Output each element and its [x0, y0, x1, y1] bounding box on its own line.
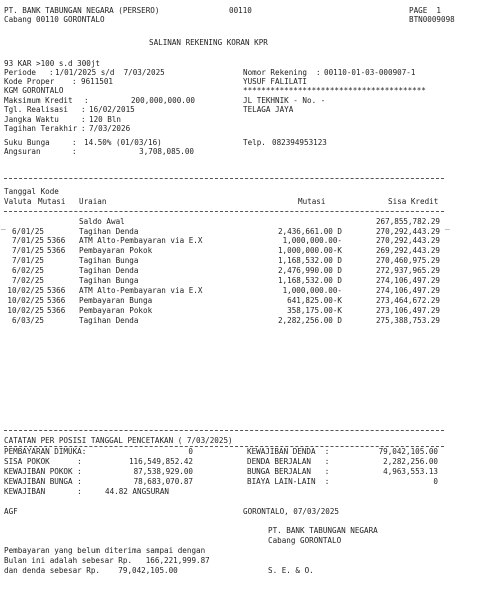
sisa-pokok-value: 116,549,852.42 [128, 457, 193, 466]
footer-bank-name: PT. BANK TABUNGAN NEGARA [268, 526, 378, 535]
bank-name: PT. BANK TABUNGAN NEGARA (PERSERO) [4, 6, 160, 15]
row-balance: 274,106,497.29 [375, 286, 440, 295]
kode-proper-colon: : [72, 77, 77, 86]
suku-bunga-colon: : [72, 138, 77, 147]
row-code: 5366 [47, 236, 66, 245]
row-balance: 274,106,497.29 [375, 276, 440, 285]
row-amount: 2,436,661.00 D [277, 227, 342, 236]
product-name: 93 KAR >100 s.d 300jt [4, 59, 101, 68]
row-balance: 270,460,975.29 [375, 256, 440, 265]
table-head-mutasi: Mutasi [298, 197, 326, 206]
row-amount: 2,282,256.00 D [277, 316, 342, 325]
row-amount: 1,168,532.00 D [277, 256, 342, 265]
maks-kredit-value: 200,000,000.00 [130, 96, 195, 105]
rekening-label: Nomor Rekening [243, 68, 308, 77]
angsuran-label: Angsuran [4, 147, 41, 156]
asterisk-line: **************************************** [243, 86, 426, 95]
row-date: 7/01/25 [11, 236, 44, 245]
branch-name: Cabang 00110 GORONTALO [4, 15, 105, 24]
row-code: 5366 [47, 246, 66, 255]
jangka-value: 120 Bln [89, 115, 122, 124]
row-description: Tagihan Bunga [79, 276, 139, 285]
page-title: SALINAN REKENING KORAN KPR [149, 38, 268, 47]
row-amount: 358,175.00-K [287, 306, 342, 315]
row-date: 7/01/25 [11, 256, 44, 265]
row-date: 10/02/25 [7, 306, 44, 315]
tagihan-terakhir-value: 7/03/2026 [89, 124, 131, 133]
row-amount: 1,168,532.00 D [277, 276, 342, 285]
kewajiban-bunga-value: 78,683,070.87 [133, 477, 193, 486]
row-description: ATM Alto-Pembayaran via E.X [79, 236, 203, 245]
row-date: 7/02/25 [11, 276, 44, 285]
row-amount: 1,000,000.00- [282, 236, 342, 245]
row-balance: 269,292,443.29 [375, 246, 440, 255]
kewajiban-value: 44.82 ANGSURAN [105, 487, 170, 496]
periode-value: 1/01/2025 s/d 7/03/2025 [55, 68, 165, 77]
bunga-berjalan-label: BUNGA BERJALAN : [247, 467, 330, 476]
row-balance: 275,388,753.29 [375, 316, 440, 325]
address-line-1: JL TEKHNIK - No. - [243, 96, 326, 105]
table-head-sisa-kredit: Sisa Kredit [388, 197, 439, 206]
row-code: 5366 [47, 286, 66, 295]
row-balance: 270,292,443.29 [375, 227, 440, 236]
angsuran-colon: : [72, 147, 77, 156]
margin-tick-left: _ [1, 221, 6, 230]
bunga-berjalan-value: 4,963,553.13 [383, 467, 438, 476]
tagihan-terakhir-label: Tagihan Terakhir [4, 124, 78, 133]
summary-title: CATATAN PER POSISI TANGGAL PENCETAKAN ( 7/03/2025) [4, 436, 233, 445]
row-code: 5366 [47, 306, 66, 315]
row-date: 10/02/25 [7, 296, 44, 305]
pembayaran-dimuka-label: PEMBAYARAN DIMUKA: [4, 447, 87, 456]
row-amount: 641,825.00-K [287, 296, 342, 305]
row-date: 7/01/25 [11, 246, 44, 255]
header-code: 00110 [229, 6, 252, 15]
row-description: Tagihan Denda [79, 316, 139, 325]
place-date: GORONTALO, 07/03/2025 [243, 507, 340, 516]
customer-name: YUSUF FALILATI [243, 77, 308, 86]
row-description: Tagihan Denda [79, 227, 139, 236]
maks-kredit-label: Maksimum Kredit [4, 96, 73, 105]
row-code: 5366 [47, 296, 66, 305]
realisasi-colon: : [81, 105, 86, 114]
row-description: Pembayaran Bunga [79, 296, 153, 305]
periode-colon: : [49, 68, 54, 77]
angsuran-value: 3,708,085.00 [139, 147, 194, 156]
summary-top-rule [4, 430, 444, 431]
jangka-label: Jangka Waktu [4, 115, 59, 124]
row-amount: 1,000,000.00-K [277, 246, 342, 255]
row-description: Pembayaran Pokok [79, 306, 153, 315]
outstanding-note-line-2: Bulan ini adalah sebesar Rp. 166,221,999.87 [4, 556, 210, 565]
kgm-name: KGM GORONTALO [4, 86, 64, 95]
row-description: ATM Alto-Pembayaran via E.X [79, 286, 203, 295]
kewajiban-denda-label: KEWAJIBAN DENDA : [247, 447, 330, 456]
row-date: 6/01/25 [11, 227, 44, 236]
denda-berjalan-value: 2,282,256.00 [383, 457, 438, 466]
row-description: Tagihan Bunga [79, 256, 139, 265]
address-line-2: TELAGA JAYA [243, 105, 294, 114]
kewajiban-denda-value: 79,042,105.00 [378, 447, 438, 456]
outstanding-note-line-3: dan denda sebesar Rp. 79,042,105.00 [4, 566, 178, 575]
realisasi-value: 16/02/2015 [89, 105, 135, 114]
table-header-rule [4, 211, 444, 212]
kode-proper-value: 9611501 [81, 77, 114, 86]
suku-bunga-value: 14.50% (01/03/16) [84, 138, 162, 147]
biaya-lain-value: 0 [433, 477, 438, 486]
row-balance: 270,292,443.29 [375, 236, 440, 245]
table-top-rule [4, 178, 444, 179]
row-amount: 1,000,000.00- [282, 286, 342, 295]
page-number: PAGE 1 [409, 6, 442, 15]
row-description: Tagihan Denda [79, 266, 139, 275]
row-date: 10/02/25 [7, 286, 44, 295]
rekening-value: 00110-01-03-000907-1 [324, 68, 416, 77]
footer-branch-name: Cabang GORONTALO [268, 536, 342, 545]
row-amount: 2,476,990.00 D [277, 266, 342, 275]
sisa-pokok-label: SISA POKOK : [4, 457, 82, 466]
row-date: 6/02/25 [11, 266, 44, 275]
kewajiban-pokok-label: KEWAJIBAN POKOK : [4, 467, 82, 476]
row-description: Saldo Awal [79, 217, 125, 226]
jangka-colon: : [81, 115, 86, 124]
agf-label: AGF [4, 507, 18, 516]
periode-label: Periode [4, 68, 37, 77]
kewajiban-bunga-label: KEWAJIBAN BUNGA : [4, 477, 82, 486]
table-head-mutasi-kode: Mutasi [38, 197, 66, 206]
tagihan-terakhir-colon: : [81, 124, 86, 133]
biaya-lain-label: BIAYA LAIN-LAIN : [247, 477, 330, 486]
row-balance: 273,464,672.29 [375, 296, 440, 305]
table-head-uraian: Uraian [79, 197, 107, 206]
row-description: Pembayaran Pokok [79, 246, 153, 255]
document-number: BTN0009098 [409, 15, 455, 24]
telp-value: 082394953123 [272, 138, 327, 147]
rekening-colon: : [316, 68, 321, 77]
seo-mark: S. E. & O. [268, 566, 314, 575]
table-head-tanggal-kode: Tanggal Kode [4, 187, 59, 196]
margin-tick-right: _ [445, 221, 450, 230]
outstanding-note-line-1: Pembayaran yang belum diterima sampai dengan [4, 546, 206, 555]
denda-berjalan-label: DENDA BERJALAN : [247, 457, 330, 466]
kode-proper-label: Kode Proper [4, 77, 55, 86]
suku-bunga-label: Suku Bunga [4, 138, 50, 147]
table-head-valuta: Valuta [4, 197, 32, 206]
row-balance: 273,106,497.29 [375, 306, 440, 315]
realisasi-label: Tgl. Realisasi [4, 105, 69, 114]
telp-label: Telp. [243, 138, 266, 147]
row-date: 6/03/25 [11, 316, 44, 325]
kewajiban-pokok-value: 87,538,929.00 [133, 467, 193, 476]
row-balance: 272,937,965.29 [375, 266, 440, 275]
maks-kredit-colon: : [84, 96, 89, 105]
kewajiban-label: KEWAJIBAN : [4, 487, 82, 496]
pembayaran-dimuka-value: 0 [188, 447, 193, 456]
row-balance: 267,855,782.29 [375, 217, 440, 226]
